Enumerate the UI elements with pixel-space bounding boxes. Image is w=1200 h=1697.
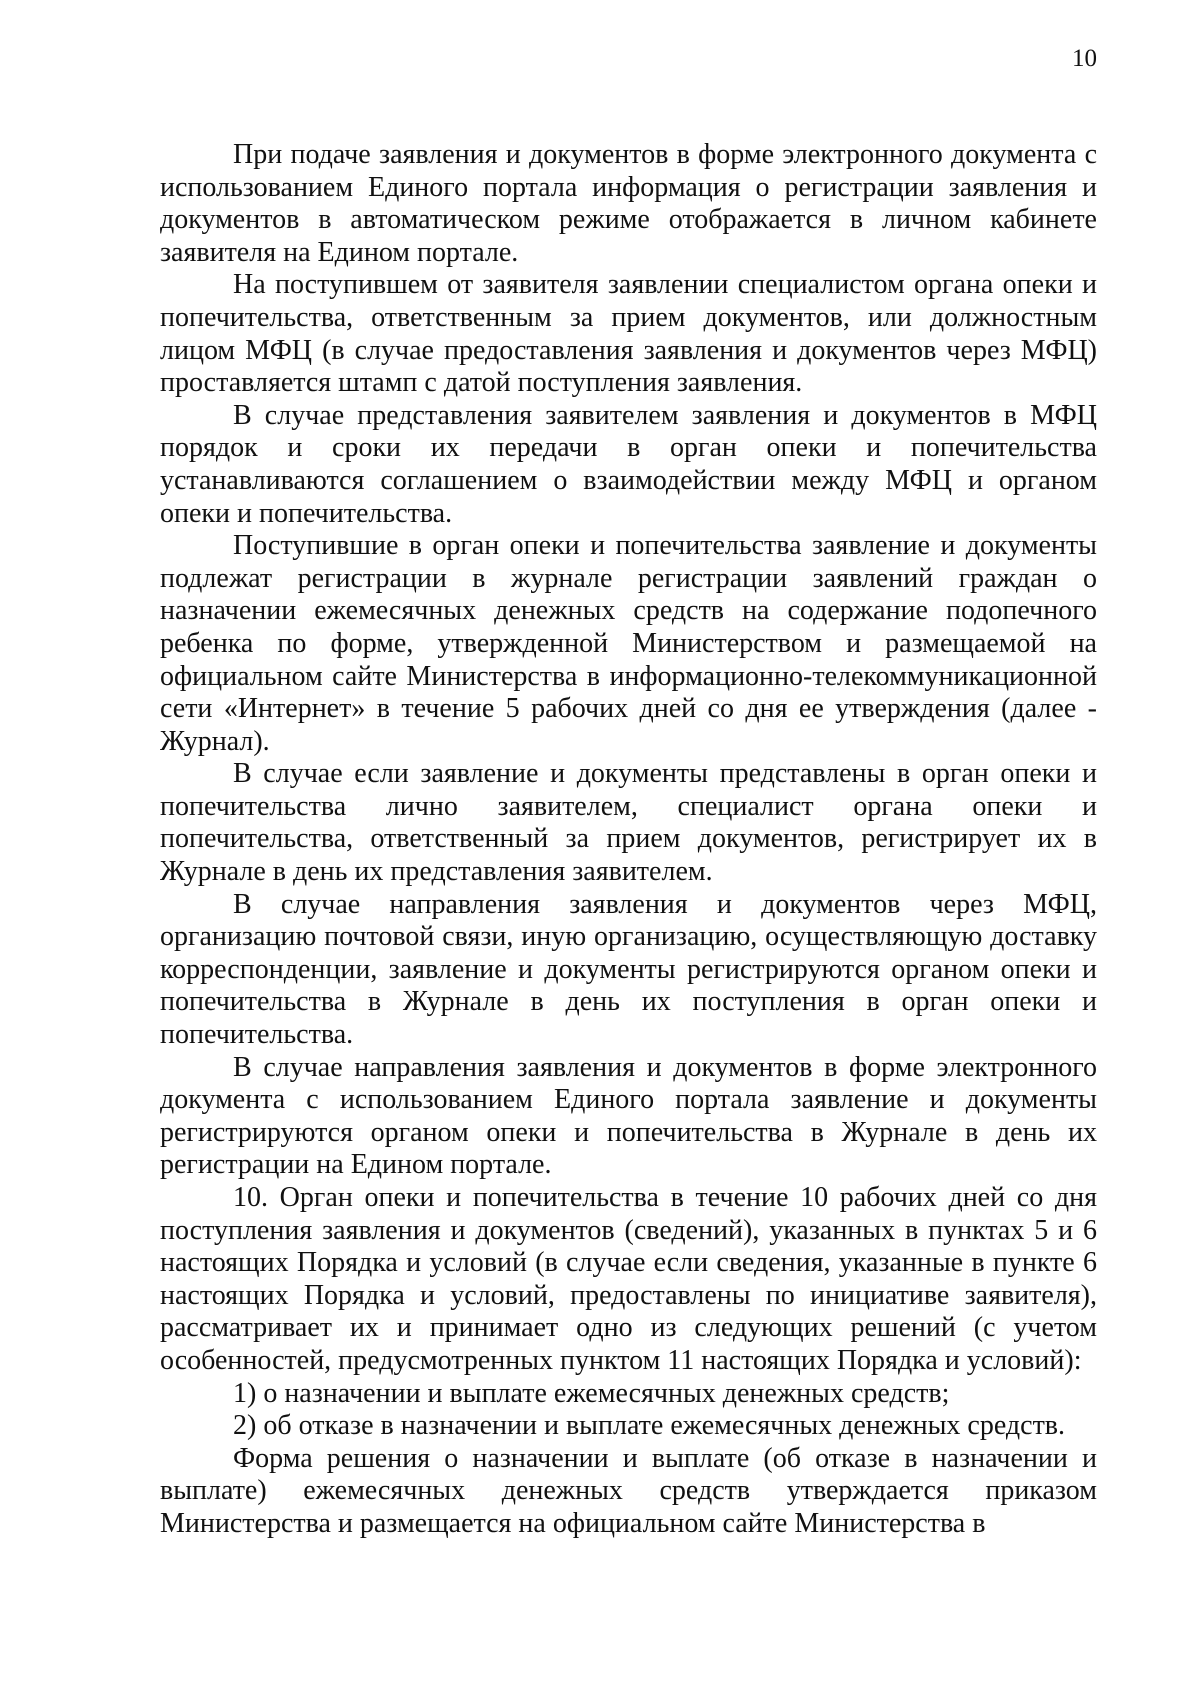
document-body	[160, 139, 1097, 1541]
paragraph-decision-form: Форма решения о назначении и выплате (об отказе в назначении и выплате) ежемесячных денежных средств утверждается приказом Министерства и размещается на официальном сайте Министерства в	[160, 1442, 1097, 1539]
list-item-2: 2) об отказе в назначении и выплате ежемесячных денежных средств.	[233, 1410, 1066, 1442]
page-number: 10	[1072, 45, 1097, 72]
paragraph-portal-submission: В случае направления заявления и документов в форме электронного документа с использованием Единого портала заявление и документы регистрируются органом опеки и попечительства в Журнале в день их регистрации на Едином портале.	[160, 1051, 1097, 1181]
paragraph-item-10: 10. Орган опеки и попечительства в течение 10 рабочих дней со дня поступления заявления и документов (сведений), указанных в пунктах 5 и 6 настоящих Порядка и условий (в случае если сведения, указанные в пункте 6 настоящих Порядка и условий, предоставлены по инициативе заявителя), рассматривает их и принимает одно из следующих решений (с учетом особенностей, предусмотренных пунктом 11 настоящих Порядка и условий):	[160, 1182, 1097, 1376]
paragraph-mail-submission: В случае направления заявления и документов через МФЦ, организацию почтовой связи, иную организацию, осуществляющую доставку корреспонденции, заявление и документы регистрируются органом опеки и попечительства в Журнале в день их поступления в орган опеки и попечительства.	[160, 888, 1097, 1051]
paragraph-electronic-registration: При подаче заявления и документов в форме электронного документа с использованием Единого портала информация о регистрации заявления и документов в автоматическом режиме отображается в личном кабинете заявителя на Едином портале.	[160, 139, 1097, 268]
paragraph-mfc-transfer: В случае представления заявителем заявления и документов в МФЦ порядок и сроки их передачи в орган опеки и попечительства устанавливаются соглашением о взаимодействии между МФЦ и органом опеки и попечительства.	[160, 399, 1097, 529]
paragraph-journal-registration: Поступившие в орган опеки и попечительства заявление и документы подлежат регистрации в журнале регистрации заявлений граждан о назначении ежемесячных денежных средств на содержание подопечного ребенка по форме, утвержденной Министерством и размещаемой на официальном сайте Министерства в информационно-телекоммуникационной сети «Интернет» в течение 5 рабочих дней со дня ее утверждения (далее - Журнал).	[160, 530, 1097, 757]
paragraph-personal-submission: В случае если заявление и документы представлены в орган опеки и попечительства лично заявителем, специалист органа опеки и попечительства, ответственный за прием документов, регистрирует их в Журнале в день их представления заявителем.	[160, 758, 1097, 888]
list-item-1: 1) о назначении и выплате ежемесячных денежных средств;	[233, 1377, 950, 1409]
paragraph-stamp: На поступившем от заявителя заявлении специалистом органа опеки и попечительства, ответственным за прием документов, или должностным лицом МФЦ (в случае предоставления заявления и документов через МФЦ) проставляется штамп с датой поступления заявления.	[160, 269, 1097, 399]
